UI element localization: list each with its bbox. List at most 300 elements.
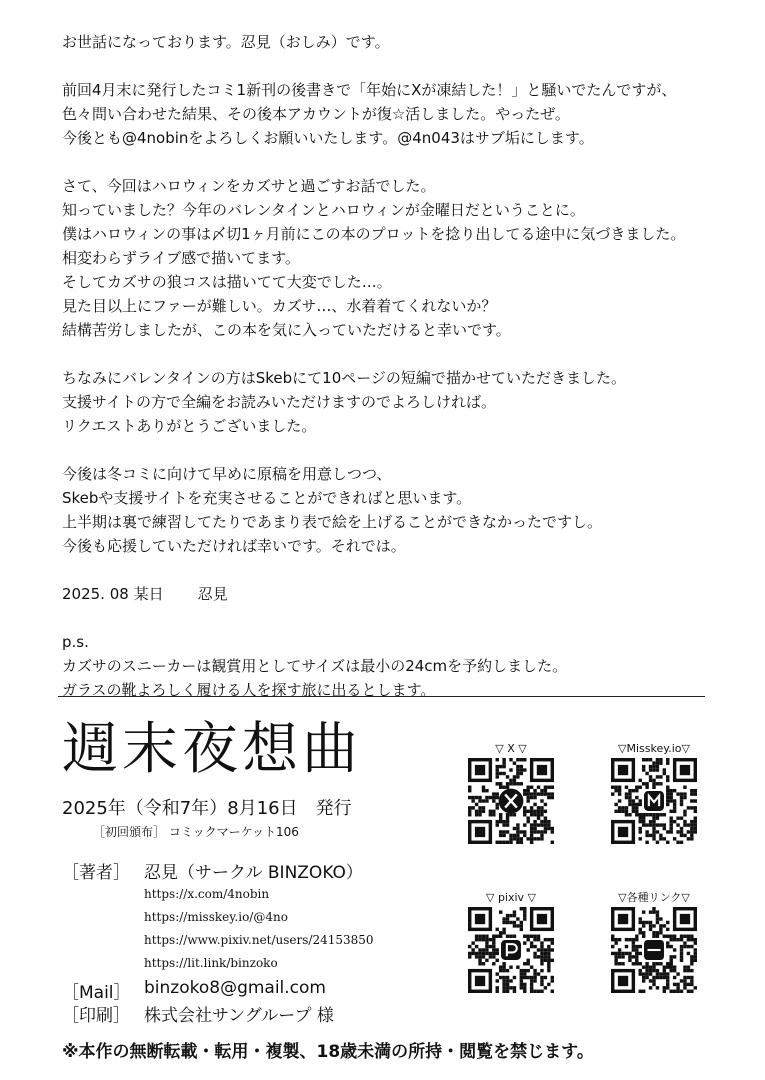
qr-module [632, 799, 635, 802]
qr-module [652, 782, 655, 785]
qr-module [666, 976, 669, 979]
qr-module [666, 965, 669, 968]
qr-module [523, 983, 526, 986]
qr-module [492, 935, 495, 938]
qr-module [506, 921, 509, 924]
afterword-paragraph [62, 30, 752, 54]
qr-module [496, 803, 499, 806]
qr-module [694, 823, 697, 826]
qr-module [618, 810, 621, 813]
qr-module [513, 921, 516, 924]
afterword-paragraph [62, 462, 752, 558]
qr-module [520, 765, 523, 768]
qr-module [690, 806, 693, 809]
qr-module [690, 938, 693, 941]
qr-module [635, 813, 638, 816]
qr-caption: ▽ X ▽ [495, 742, 527, 755]
qr-module [471, 799, 474, 802]
qr-module [680, 935, 683, 938]
qr-module [652, 834, 655, 837]
qr-module [687, 976, 690, 979]
qr-module [642, 931, 645, 934]
qr-module [496, 979, 499, 982]
qr-module [478, 935, 481, 938]
qr-module [496, 972, 499, 975]
qr-module [694, 959, 697, 962]
qr-x[interactable] [456, 740, 566, 844]
qr-module [492, 945, 495, 948]
qr-module [499, 765, 502, 768]
link-x[interactable]: https://x.com/4nobin [144, 887, 270, 901]
qr-code-x[interactable] [468, 758, 554, 844]
qr-module [533, 969, 536, 972]
qr-module [544, 952, 547, 955]
qr-caption: ▽Misskey.io▽ [618, 742, 690, 755]
qr-module [673, 820, 676, 823]
qr-module [611, 938, 614, 941]
qr-module [526, 976, 529, 979]
qr-module [523, 969, 526, 972]
text-line: 僕はハロウィンの事は〆切1ヶ月前にこの本のプロットを捻り出してる途中に気づきました。 [62, 225, 686, 243]
qr-module [499, 969, 502, 972]
qr-module [547, 959, 550, 962]
qr-module [533, 827, 536, 830]
qr-module [523, 813, 526, 816]
qr-module [533, 792, 536, 795]
qr-module [645, 834, 648, 837]
qr-module [656, 782, 659, 785]
qr-misskey[interactable] [599, 740, 709, 844]
qr-module [502, 834, 505, 837]
qr-module [478, 938, 481, 941]
copyright-notice: ※本作の無断転載・転用・複製、18歳未満の所持・閲覧を禁じます。 [62, 1042, 594, 1062]
qr-module [656, 758, 659, 761]
qr-module [509, 834, 512, 837]
qr-module [540, 823, 543, 826]
qr-module [547, 820, 550, 823]
qr-module [639, 921, 642, 924]
qr-module [499, 816, 502, 819]
qr-module [475, 796, 478, 799]
qr-module [635, 789, 638, 792]
text-line: 知っていました？今年のバレンタインとハロウィンが金曜日だということに。 [62, 201, 585, 219]
qr-module [513, 834, 516, 837]
qr-module [635, 945, 638, 948]
qr-module [632, 962, 635, 965]
qr-module [645, 921, 648, 924]
qr-module [506, 986, 509, 989]
qr-finder-core [618, 976, 628, 986]
qr-module [680, 990, 683, 993]
text-line: カズサのスニーカーは観賞用としてサイズは最小の24cmを予約しました。 [62, 657, 568, 675]
qr-module [551, 948, 554, 951]
qr-module [690, 792, 693, 795]
qr-module [614, 941, 617, 944]
qr-module [547, 962, 550, 965]
qr-module [645, 972, 648, 975]
qr-module [628, 799, 631, 802]
qr-module [520, 907, 523, 910]
qr-module [496, 986, 499, 989]
qr-module [663, 990, 666, 993]
qr-module [656, 830, 659, 833]
qr-pixiv[interactable] [456, 889, 566, 993]
qr-module [502, 841, 505, 844]
qr-module [523, 972, 526, 975]
qr-module [614, 789, 617, 792]
qr-module [468, 813, 471, 816]
qr-litlink[interactable] [599, 889, 709, 993]
qr-module [642, 816, 645, 819]
qr-module [540, 837, 543, 840]
qr-module [530, 945, 533, 948]
qr-module [540, 945, 543, 948]
qr-module [639, 969, 642, 972]
qr-module [669, 938, 672, 941]
qr-module [618, 799, 621, 802]
qr-module [676, 986, 679, 989]
qr-module [506, 917, 509, 920]
qr-module [502, 786, 505, 789]
qr-module [669, 969, 672, 972]
qr-module [496, 765, 499, 768]
link-misskey[interactable]: https://misskey.io/@4no [144, 910, 288, 924]
qr-module [639, 945, 642, 948]
qr-module [666, 935, 669, 938]
qr-module [475, 810, 478, 813]
qr-module [676, 823, 679, 826]
qr-module [673, 955, 676, 958]
qr-module [513, 986, 516, 989]
qr-module [475, 813, 478, 816]
qr-module [533, 938, 536, 941]
qr-module [639, 962, 642, 965]
qr-module [496, 959, 499, 962]
qr-module [652, 768, 655, 771]
printer-name: 株式会社サングループ 様 [144, 1006, 334, 1026]
qr-module [645, 758, 648, 761]
qr-module [471, 806, 474, 809]
qr-module [652, 910, 655, 913]
qr-module [659, 931, 662, 934]
qr-module [513, 782, 516, 785]
qr-module [499, 772, 502, 775]
qr-finder-core [618, 914, 628, 924]
qr-module [499, 841, 502, 844]
qr-module [471, 952, 474, 955]
qr-module [628, 789, 631, 792]
qr-module [533, 935, 536, 938]
qr-module [642, 765, 645, 768]
qr-module [475, 803, 478, 806]
qr-module [468, 789, 471, 792]
qr-module [547, 823, 550, 826]
qr-module [544, 792, 547, 795]
qr-module [482, 962, 485, 965]
link-litlink[interactable]: https://lit.link/binzoko [144, 956, 278, 970]
qr-module [533, 796, 536, 799]
afterword-paragraph [62, 174, 752, 342]
qr-module [652, 837, 655, 840]
qr-module [642, 972, 645, 975]
qr-module [506, 786, 509, 789]
qr-module [649, 924, 652, 927]
qr-module [663, 827, 666, 830]
qr-module [509, 979, 512, 982]
qr-module [645, 965, 648, 968]
qr-module [530, 810, 533, 813]
qr-module [537, 955, 540, 958]
qr-module [635, 952, 638, 955]
qr-module [652, 965, 655, 968]
qr-module [659, 976, 662, 979]
qr-module [683, 820, 686, 823]
qr-module [509, 921, 512, 924]
qr-module [680, 803, 683, 806]
qr-module [639, 786, 642, 789]
qr-module [642, 979, 645, 982]
qr-module [506, 935, 509, 938]
qr-module [551, 786, 554, 789]
qr-module [489, 945, 492, 948]
qr-module [673, 789, 676, 792]
qr-module [669, 830, 672, 833]
qr-module [533, 810, 536, 813]
qr-module [492, 952, 495, 955]
qr-module [499, 976, 502, 979]
qr-module [666, 775, 669, 778]
qr-module [520, 983, 523, 986]
qr-module [502, 969, 505, 972]
qr-module [496, 806, 499, 809]
qr-module [649, 765, 652, 768]
qr-module [694, 948, 697, 951]
qr-module [649, 965, 652, 968]
qr-module [544, 938, 547, 941]
signature-name: 忍見 [197, 585, 228, 603]
qr-finder-core [537, 914, 547, 924]
link-pixiv[interactable]: https://www.pixiv.net/users/24153850 [144, 933, 374, 947]
qr-module [649, 823, 652, 826]
signature-line [62, 582, 752, 606]
qr-module [652, 827, 655, 830]
qr-module [687, 935, 690, 938]
qr-module [544, 986, 547, 989]
qr-module [530, 823, 533, 826]
qr-module [537, 830, 540, 833]
qr-module [683, 986, 686, 989]
qr-module [676, 972, 679, 975]
qr-module [509, 914, 512, 917]
qr-module [649, 779, 652, 782]
qr-module [683, 792, 686, 795]
qr-module [642, 823, 645, 826]
qr-module [523, 986, 526, 989]
qr-module [663, 986, 666, 989]
qr-module [659, 837, 662, 840]
qr-module [533, 976, 536, 979]
qr-module [621, 955, 624, 958]
qr-module [676, 792, 679, 795]
qr-module [687, 969, 690, 972]
author-links [144, 883, 374, 975]
qr-module [478, 810, 481, 813]
qr-module [639, 990, 642, 993]
qr-module [533, 972, 536, 975]
qr-module [669, 935, 672, 938]
qr-module [530, 796, 533, 799]
qr-module [628, 796, 631, 799]
qr-module [656, 841, 659, 844]
qr-module [663, 969, 666, 972]
qr-finder-core [618, 765, 628, 775]
qr-module [509, 935, 512, 938]
qr-module [506, 782, 509, 785]
qr-module [520, 979, 523, 982]
qr-module [669, 792, 672, 795]
qr-finder-core [475, 765, 485, 775]
qr-module [652, 779, 655, 782]
qr-module [533, 979, 536, 982]
qr-module [509, 813, 512, 816]
qr-module [683, 976, 686, 979]
qr-module [516, 917, 519, 920]
qr-module [544, 803, 547, 806]
qr-module [683, 810, 686, 813]
qr-module [659, 928, 662, 931]
qr-module [499, 782, 502, 785]
qr-module [656, 775, 659, 778]
qr-module [482, 799, 485, 802]
qr-module [516, 830, 519, 833]
qr-module [611, 935, 614, 938]
qr-module [520, 772, 523, 775]
qr-module [645, 772, 648, 775]
qr-module [673, 799, 676, 802]
qr-module [482, 955, 485, 958]
qr-module [526, 962, 529, 965]
qr-module [537, 792, 540, 795]
qr-module [520, 921, 523, 924]
qr-module [540, 948, 543, 951]
qr-finder-core [618, 827, 628, 837]
qr-module [506, 841, 509, 844]
afterword-paragraph [62, 366, 752, 438]
qr-module [492, 813, 495, 816]
qr-module [690, 823, 693, 826]
text-line: 相変わらずライブ感で描いてます。 [62, 249, 300, 267]
qr-module [509, 782, 512, 785]
qr-finder-core [680, 765, 690, 775]
qr-module [635, 959, 638, 962]
qr-module [533, 803, 536, 806]
qr-module [666, 789, 669, 792]
qr-module [659, 972, 662, 975]
qr-module [663, 768, 666, 771]
qr-module [523, 768, 526, 771]
qr-module [533, 945, 536, 948]
qr-module [530, 986, 533, 989]
qr-module [669, 955, 672, 958]
qr-module [547, 796, 550, 799]
qr-code-pixiv[interactable] [468, 907, 554, 993]
qr-module [635, 938, 638, 941]
qr-module [625, 813, 628, 816]
qr-module [547, 969, 550, 972]
qr-module [489, 813, 492, 816]
qr-module [694, 816, 697, 819]
qr-module [485, 959, 488, 962]
qr-module [673, 948, 676, 951]
qr-module [649, 972, 652, 975]
qr-module [669, 799, 672, 802]
qr-code-misskey[interactable] [611, 758, 697, 844]
qr-module [632, 803, 635, 806]
qr-finder-core [537, 765, 547, 775]
qr-module [656, 962, 659, 965]
qr-module [492, 796, 495, 799]
qr-module [506, 969, 509, 972]
qr-module [513, 779, 516, 782]
qr-module [642, 924, 645, 927]
qr-module [544, 948, 547, 951]
qr-module [649, 775, 652, 778]
qr-module [659, 813, 662, 816]
qr-module [649, 986, 652, 989]
qr-module [687, 990, 690, 993]
qr-module [502, 983, 505, 986]
qr-module [551, 938, 554, 941]
qr-module [530, 830, 533, 833]
qr-module [544, 789, 547, 792]
qr-module [663, 935, 666, 938]
qr-module [652, 820, 655, 823]
qr-module [509, 986, 512, 989]
qr-module [625, 796, 628, 799]
qr-module [659, 823, 662, 826]
qr-code-litlink[interactable] [611, 907, 697, 993]
afterword-paragraph [62, 78, 752, 150]
qr-module [656, 969, 659, 972]
qr-module [652, 813, 655, 816]
qr-module [621, 962, 624, 965]
qr-module [656, 914, 659, 917]
qr-module [628, 803, 631, 806]
qr-module [632, 941, 635, 944]
qr-module [690, 830, 693, 833]
qr-module [478, 955, 481, 958]
qr-module [652, 823, 655, 826]
qr-module [666, 921, 669, 924]
qr-module [656, 935, 659, 938]
qr-module [533, 837, 536, 840]
qr-module [516, 758, 519, 761]
qr-module [680, 952, 683, 955]
qr-module [478, 796, 481, 799]
text-line: さて、今回はハロウィンをカズサと過ごすお話でした。 [62, 177, 436, 195]
qr-module [642, 813, 645, 816]
qr-module [516, 765, 519, 768]
qr-module [669, 810, 672, 813]
mail-address[interactable]: binzoko8@gmail.com [144, 978, 326, 998]
qr-module [496, 792, 499, 795]
qr-module [625, 945, 628, 948]
qr-module [478, 959, 481, 962]
qr-module [523, 830, 526, 833]
qr-module [666, 758, 669, 761]
qr-module [642, 768, 645, 771]
qr-module [680, 834, 683, 837]
